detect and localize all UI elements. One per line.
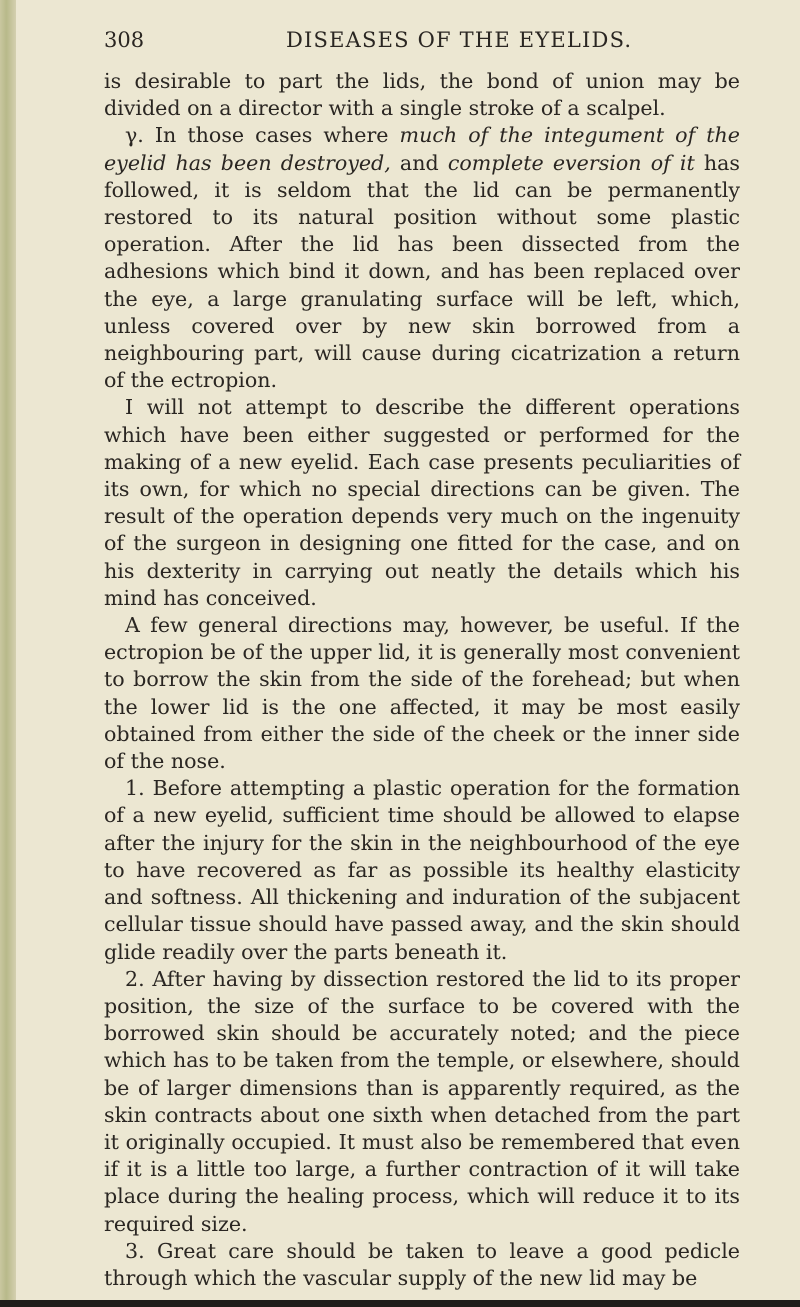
paragraph-direction-2: 2. After having by dissection restored the lid to its proper position, the size of the surface to be covered with the borrowed skin should be accurately noted; and the piece which has to be taken from the temple, or elsewhere, should be of larger dimensions than is apparently required, as the skin contracts about one sixth when detached from the part it originally occupied. It must also be remembered that even if it is a little too large, a further contraction of it will take place during the healing process, which will reduce it to its required size. [104,966,740,1236]
italic-phrase-eversion: complete eversion of it [447,150,695,175]
paragraph-gamma-mid: and [390,150,448,175]
paragraph-gamma-rest: has followed, it is seldom that the lid can be permanently restored to its natural position without some plastic operation. After the lid has been dissected from the adhesions which bind it down, and has been replaced over the eye, a large granulating surface will be left, which, unless covered over by new skin borrowed from a neighbouring part, will cause during cicatrization a return of the ectropion. [104,150,740,393]
paragraph-gamma-lead: γ. In those cases where [125,123,400,148]
page-bottom-edge [0,1300,800,1307]
italic-phrase-integument: much of the integument of the eyelid has been destroyed, [104,123,740,175]
paragraph-general-directions: A few general directions may, however, be useful. If the ectropion be of the upper lid, it is generally most convenient to borrow the skin from the side of the forehead; but when the lower lid is the one affected, it may be most easily obtained from either the side of the cheek or the inner side of the nose. [104,613,740,774]
book-page [104,28,740,1292]
paragraph-operations: I will not attempt to describe the different operations which have been either suggested or performed for the making of a new eyelid. Each case presents peculiarities of its own, for which no special directions can be given. The result of the operation depends very much on the ingenuity of the surgeon in designing one fitted for the case, and on his dexterity in carrying out neatly the details which his mind has conceived. [104,395,740,610]
paragraph-continued: is desirable to part the lids, the bond of union may be divided on a director with a single stroke of a scalpel. [104,69,740,121]
page-number: 308 [104,28,145,52]
paragraph-direction-1: 1. Before attempting a plastic operation for the formation of a new eyelid, sufficient time should be allowed to elapse after the injury for the skin in the neighbourhood of the eye to have recovered as far as possible its healthy elasticity and softness. All thickening and induration of the subjacent cellular tissue should have passed away, and the skin should glide readily over the parts beneath it. [104,776,740,964]
running-head: DISEASES OF THE EYELIDS. [286,28,633,52]
body-text [104,68,740,1292]
paragraph-gamma [104,122,740,394]
paragraph-direction-3: 3. Great care should be taken to leave a good pedicle through which the vascular supply of the new lid may be [104,1238,740,1290]
page-binding-edge [0,0,16,1307]
page-header [104,28,740,58]
